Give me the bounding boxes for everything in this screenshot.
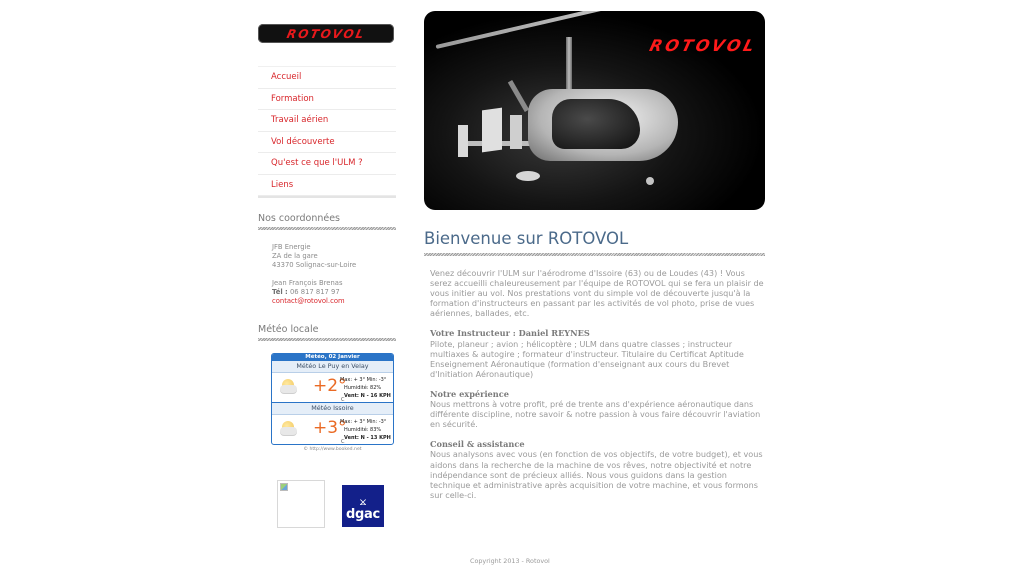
section-text-conseil: Nous analysons avec vous (en fonction de vos objectifs, de votre budget), et vous aidons dans la recherche de la machine de vos rêves, notre objectivité et notre indépendance sont de précieux alliés. Nous vous guidons dans la gestion technique et administrative après acquisition de votre machine, et vous formons sur celle-ci. [430,449,763,500]
tail-fin [510,115,522,149]
contact-heading-text: Nos coordonnées [258,213,340,224]
section-heading-instructor: Votre Instructeur : Daniel REYNES [430,328,590,339]
section-heading-conseil: Conseil & assistance [430,439,525,450]
contact-person: Jean François Brenas [272,279,343,287]
site-logo[interactable] [258,24,394,43]
partly-cloudy-icon [280,379,297,394]
nav-item-accueil[interactable]: Accueil [258,67,396,89]
partly-cloudy-icon [280,421,297,436]
nav-item-formation[interactable]: Formation [258,89,396,111]
broken-image-icon [280,483,288,491]
meteo-heading-text: Météo locale [258,324,319,335]
contact-address2: 43370 Solignac-sur-Loire [272,261,357,269]
rotor-mast [566,37,572,93]
hero-banner [424,11,765,210]
main-nav [258,66,396,198]
weather-box [271,353,394,445]
contact-heading [258,212,396,230]
partner-logo-broken-image[interactable] [277,480,325,528]
section-heading-experience: Notre expérience [430,388,509,399]
contact-company: JFB Energie [272,243,311,251]
contact-block [272,243,356,306]
weather-temp: +2° C [313,376,347,403]
section-text-instructor: Pilote, planeur ; avion ; hélicoptère ; ULM dans quatre classes ; instructeur multiaxes & autogire ; formateur d'instructeur. Titulaire du Certificat Aptitude Enseignement Aéronautique (formation d'enseignant aux cours du Brevet d'Initiation Aéronautique) [430,338,744,379]
heading-divider [258,338,396,341]
gyrocopter-canopy [552,99,640,149]
section-text-experience: Nous mettrons à votre profit, pré de trente ans d'expérience aéronautique dans différente discipline, notre savoir & notre passion à vous faire découvrir l'aviation en sécurité. [430,399,761,430]
contact-phone [272,288,356,297]
nav-item-liens[interactable]: Liens [258,175,396,197]
wheel [516,171,540,181]
logo-text: ROTOVOL [285,26,367,41]
weather-station-issoire [272,415,393,444]
page-title-text: Bienvenue sur ROTOVOL [424,229,629,248]
weather-widget[interactable] [271,353,394,452]
contact-email-link[interactable]: contact@rotovol.com [272,297,345,305]
nav-divider [258,196,396,198]
nav-item-ulm[interactable]: Qu'est ce que l'ULM ? [258,153,396,175]
weather-date: Météo, 02 Janvier [272,354,393,361]
weather-temp: +3° C [313,418,347,445]
page-title [424,229,765,256]
tel-value: 06 817 817 97 [289,288,340,296]
wheel [646,177,654,185]
rotor-blade [436,11,671,49]
bird-icon: ⨲ [359,494,367,508]
weather-stats: Max: + 3° Min: -3° Humidité: 82% Vent: N - 16 KPH [340,377,391,399]
dgac-logo-link[interactable] [342,485,384,527]
intro-paragraph: Venez découvrir l'ULM sur l'aérodrome d'Issoire (63) ou de Loudes (43) ! Vous serez accueilli chaleureusement par l'équipe de ROTOVOL qui se fera un plaisir de vous initier au vol. Nos prestations vont du simple vol de découverte jusqu'à la formation d'instructeurs en passant par les activités de vol photo, prise de vues aériennes, ballades, etc. [430,268,764,319]
meteo-heading [258,323,396,341]
tel-label: Tél : [272,288,288,296]
nav-item-vol-decouverte[interactable]: Vol découverte [258,132,396,154]
hero-brand-text: ROTOVOL [647,36,760,55]
tail-fin [482,108,502,153]
footer-copyright: Copyright 2013 - Rotovol [470,557,550,565]
main-content [430,268,766,510]
weather-station-le-puy [272,373,393,402]
dgac-label: dgac [346,507,380,522]
heading-divider [258,227,396,230]
contact-address1: ZA de la gare [272,252,318,260]
weather-city: Météo Issoire [272,402,393,415]
title-divider [424,253,765,256]
weather-credit-link[interactable]: © http://www.booked.net [303,447,362,452]
nav-item-travail-aerien[interactable]: Travail aérien [258,110,396,132]
propeller [508,80,529,112]
weather-city: Météo Le Puy en Velay [272,361,393,373]
weather-stats: Max: + 3° Min: -3° Humidité: 83% Vent: N - 13 KPH [340,419,391,441]
tail-fin [458,125,468,157]
